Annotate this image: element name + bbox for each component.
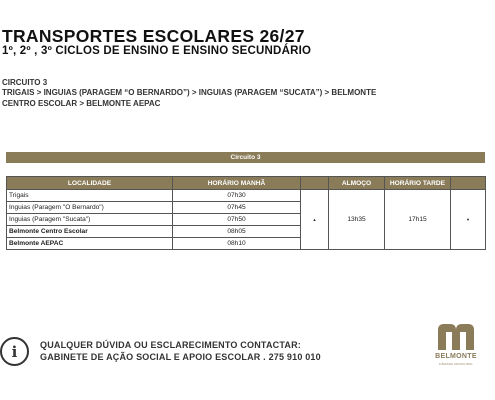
up-arrow-icon: ▲ xyxy=(301,190,329,250)
header-blank-a xyxy=(301,177,329,190)
contact-line-1: QUALQUER DÚVIDA OU ESCLARECIMENTO CONTACTAR: xyxy=(40,340,301,350)
info-icon xyxy=(0,337,29,366)
table-row xyxy=(7,190,486,202)
morning-time-cell: 08h10 xyxy=(173,238,301,250)
locality-cell: Inguias (Paragem "O Bernardo") xyxy=(7,202,173,214)
header-blank-b xyxy=(451,177,486,190)
page-subtitle: 1º, 2º , 3º CICLOS DE ENSINO E ENSINO SECUNDÁRIO xyxy=(2,45,312,57)
lunch-time-cell: 13h35 xyxy=(329,190,385,250)
circuit-band-title: Circuito 3 xyxy=(6,152,485,163)
morning-time-cell: 07h45 xyxy=(173,202,301,214)
header-locality: LOCALIDADE xyxy=(7,177,173,190)
contact-text xyxy=(40,339,321,363)
locality-cell: Belmonte Centro Escolar xyxy=(7,226,173,238)
logo-wordmark: BELMONTE xyxy=(435,353,477,360)
page-title: TRANSPORTES ESCOLARES 26/27 xyxy=(2,26,305,46)
header-lunch: ALMOÇO xyxy=(329,177,385,190)
table-header-row xyxy=(7,177,486,190)
logo-subtext: CÂMARA MUNICIPAL xyxy=(438,362,474,366)
contact-line-2: GABINETE DE AÇÃO SOCIAL E APOIO ESCOLAR . 275 910 010 xyxy=(40,352,321,362)
schedule-table xyxy=(6,176,486,250)
down-arrow-icon: ▼ xyxy=(451,190,486,250)
morning-time-cell: 08h05 xyxy=(173,226,301,238)
header-afternoon: HORÁRIO TARDE xyxy=(385,177,451,190)
circuit-label: CIRCUITO 3 xyxy=(2,78,48,87)
locality-cell: Trigais xyxy=(7,190,173,202)
header-morning: HORÁRIO MANHÃ xyxy=(173,177,301,190)
morning-time-cell: 07h50 xyxy=(173,214,301,226)
info-glyph: i xyxy=(11,342,18,361)
locality-cell: Inguias (Paragem "Sucata") xyxy=(7,214,173,226)
afternoon-time-cell: 17h15 xyxy=(385,190,451,250)
circuit-route: TRIGAIS > INGUIAS (PARAGEM “O BERNARDO”) > INGUIAS (PARAGEM “SUCATA”) > BELMONTE CENTRO ESCOLAR > BELMONTE AEPAC xyxy=(2,88,377,108)
morning-time-cell: 07h30 xyxy=(173,190,301,202)
locality-cell: Belmonte AEPAC xyxy=(7,238,173,250)
